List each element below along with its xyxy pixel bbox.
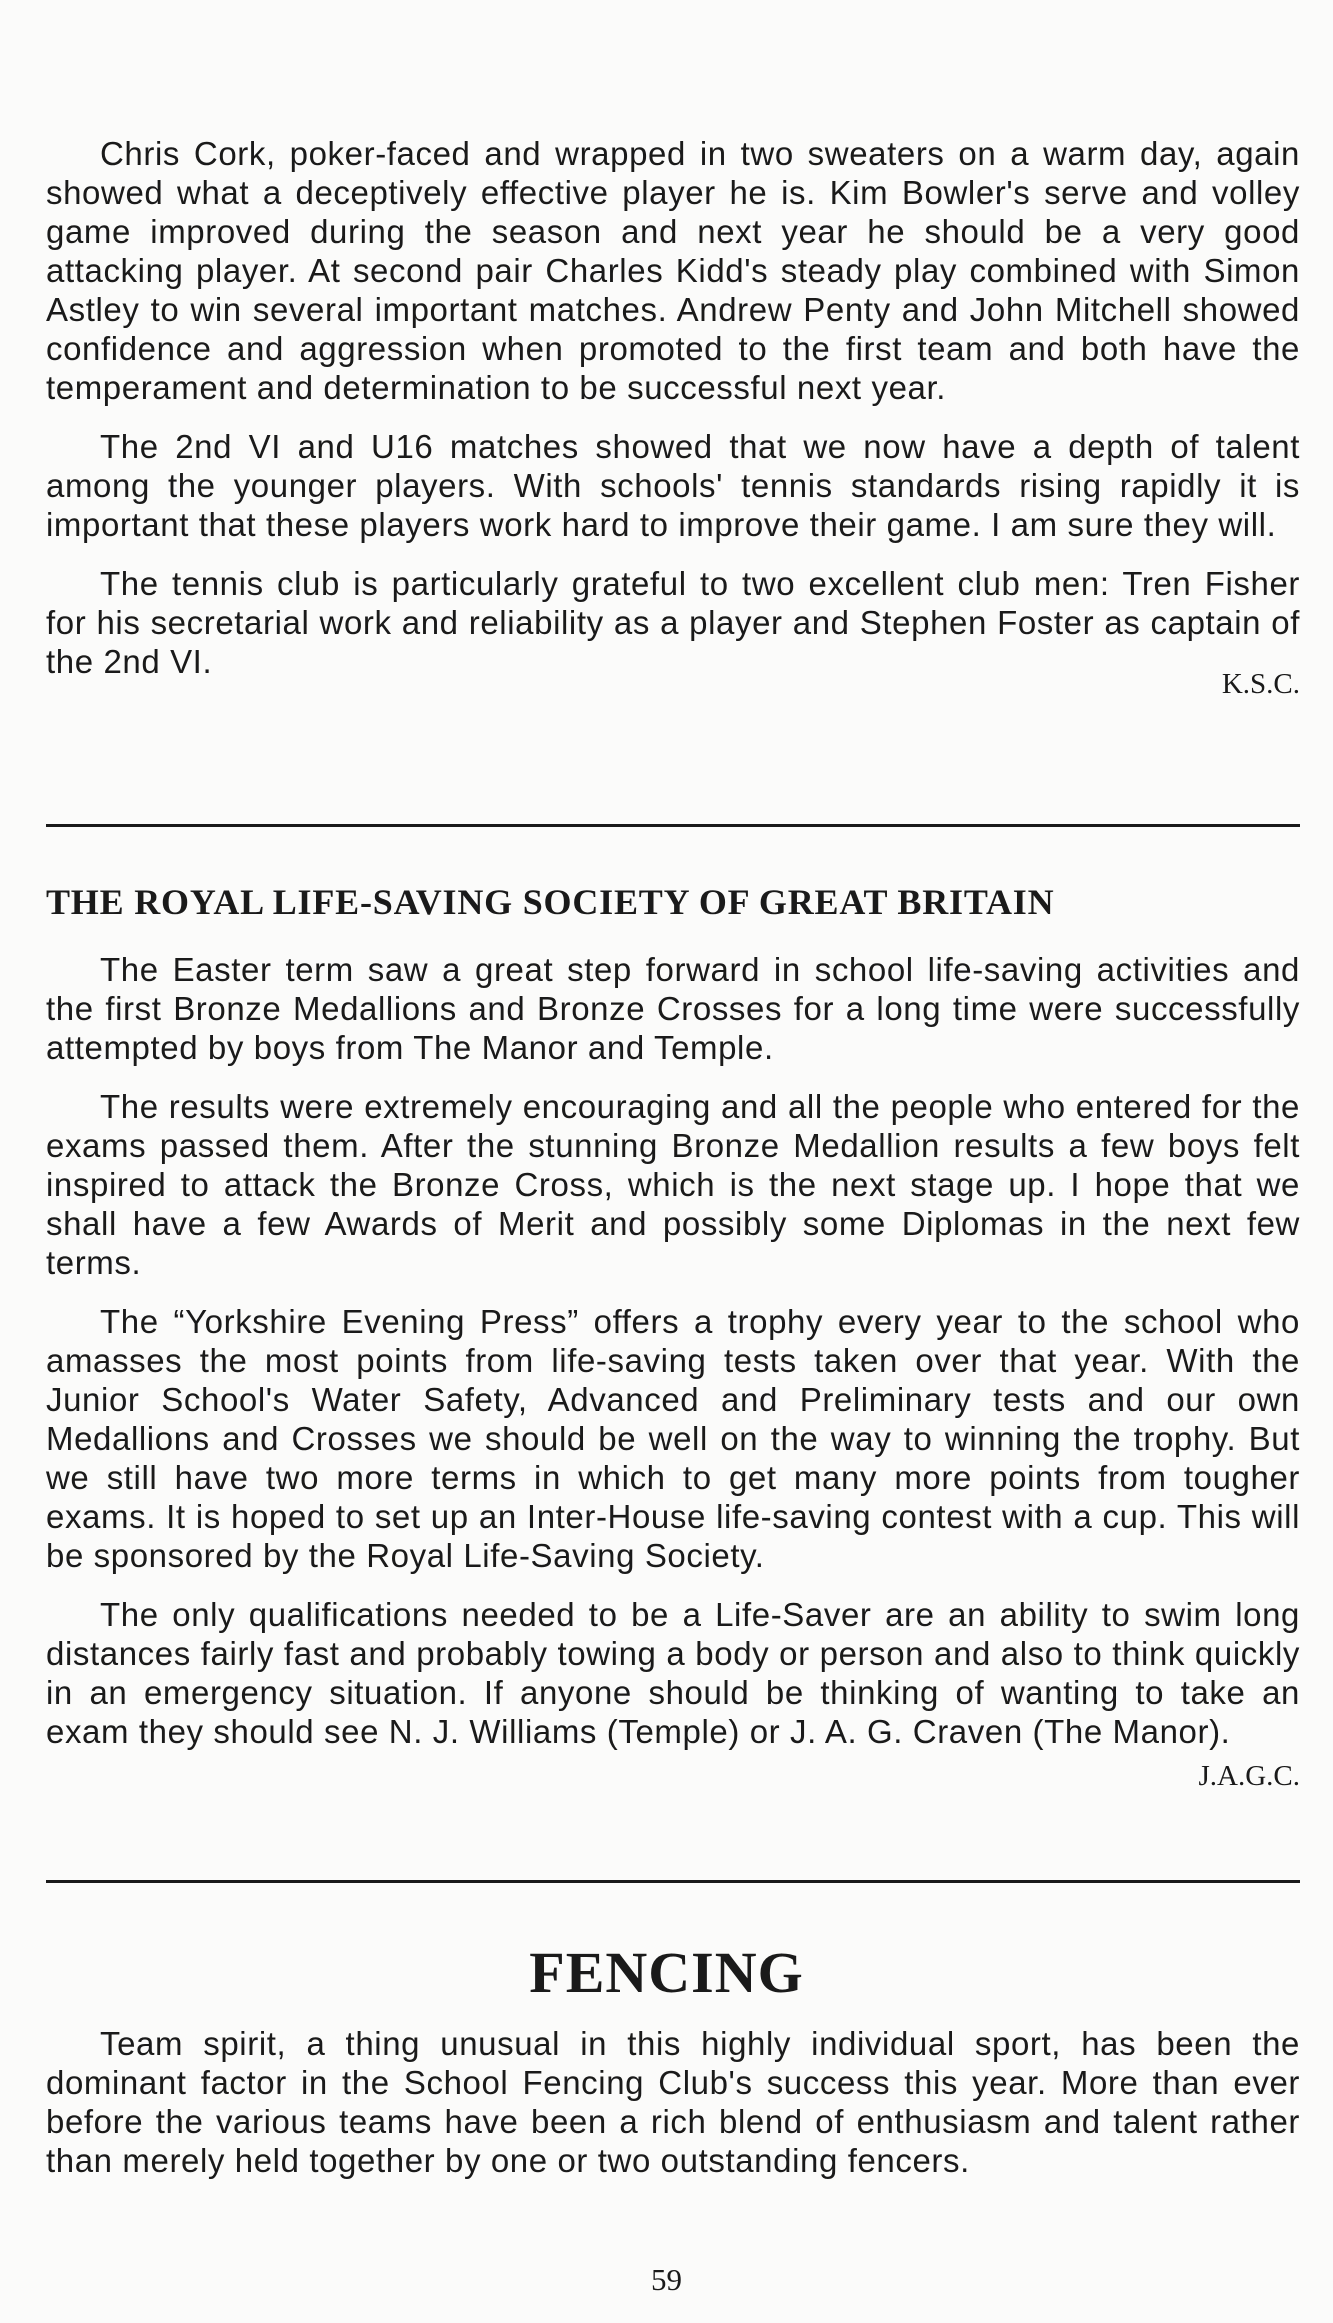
section-divider-bottom <box>46 1880 1300 1883</box>
lifesaving-section <box>46 950 1300 1793</box>
tennis-paragraph-3: The tennis club is particularly grateful to two excellent club men: Tren Fisher for his secretarial work and reliability as a player and Stephen Foster as captain of the 2nd VI. <box>46 565 1300 680</box>
tennis-paragraph-2: The 2nd VI and U16 matches showed that we now have a depth of talent among the younger players. With schools' tennis standards rising rapidly it is important that these players work hard to improve their game. I am sure they will. <box>46 428 1300 543</box>
fencing-paragraph-1: Team spirit, a thing unusual in this highly individual sport, has been the dominant factor in the School Fencing Club's success this year. More than ever before the various teams have been a rich blend of enthusiasm and talent rather than merely held together by one or two outstanding fencers. <box>46 2025 1300 2179</box>
lifesaving-paragraph-1: The Easter term saw a great step forward in school life-saving activities and the first Bronze Medallions and Bronze Crosses for a long time were successfully attempted by boys from The Manor and Temple. <box>46 951 1300 1066</box>
section-divider-top <box>46 824 1300 827</box>
lifesaving-paragraph-4: The only qualifications needed to be a Life-Saver are an ability to swim long distances fairly fast and probably towing a body or person and also to think quickly in an emergency situation. If anyone should be thinking of wanting to take an exam they should see N. J. Williams (Temple) or J. A. G. Craven (The Manor). <box>46 1596 1300 1750</box>
lifesaving-heading: THE ROYAL LIFE-SAVING SOCIETY OF GREAT BRITAIN <box>46 882 1055 922</box>
fencing-section <box>46 2024 1300 2180</box>
fencing-heading: FENCING <box>529 1940 804 2005</box>
lifesaving-signature: J.A.G.C. <box>1198 1760 1300 1792</box>
tennis-signature: K.S.C. <box>1221 668 1300 700</box>
page-number: 59 <box>651 2262 682 2297</box>
lifesaving-paragraph-3: The “Yorkshire Evening Press” offers a trophy every year to the school who amasses the most points from life-saving tests taken over that year. With the Junior School's Water Safety, Advanced and Preliminary tests and our own Medallions and Crosses we should be well on the way to winning the trophy. But we still have two more terms in which to get many more points from tougher exams. It is hoped to set up an Inter-House life-saving contest with a cup. This will be sponsored by the Royal Life-Saving Society. <box>46 1303 1300 1574</box>
tennis-section <box>46 134 1300 701</box>
tennis-paragraph-1: Chris Cork, poker-faced and wrapped in two sweaters on a warm day, again showed what a deceptively effective player he is. Kim Bowler's serve and volley game improved during the season and next year he should be a very good attacking player. At second pair Charles Kidd's steady play combined with Simon Astley to win several important matches. Andrew Penty and John Mitchell showed confidence and aggression when promoted to the first team and both have the temperament and determination to be successful next year. <box>46 135 1300 406</box>
lifesaving-paragraph-2: The results were extremely encouraging and all the people who entered for the exams passed them. After the stunning Bronze Medallion results a few boys felt inspired to attack the Bronze Cross, which is the next stage up. I hope that we shall have a few Awards of Merit and possibly some Diplomas in the next few terms. <box>46 1088 1300 1281</box>
